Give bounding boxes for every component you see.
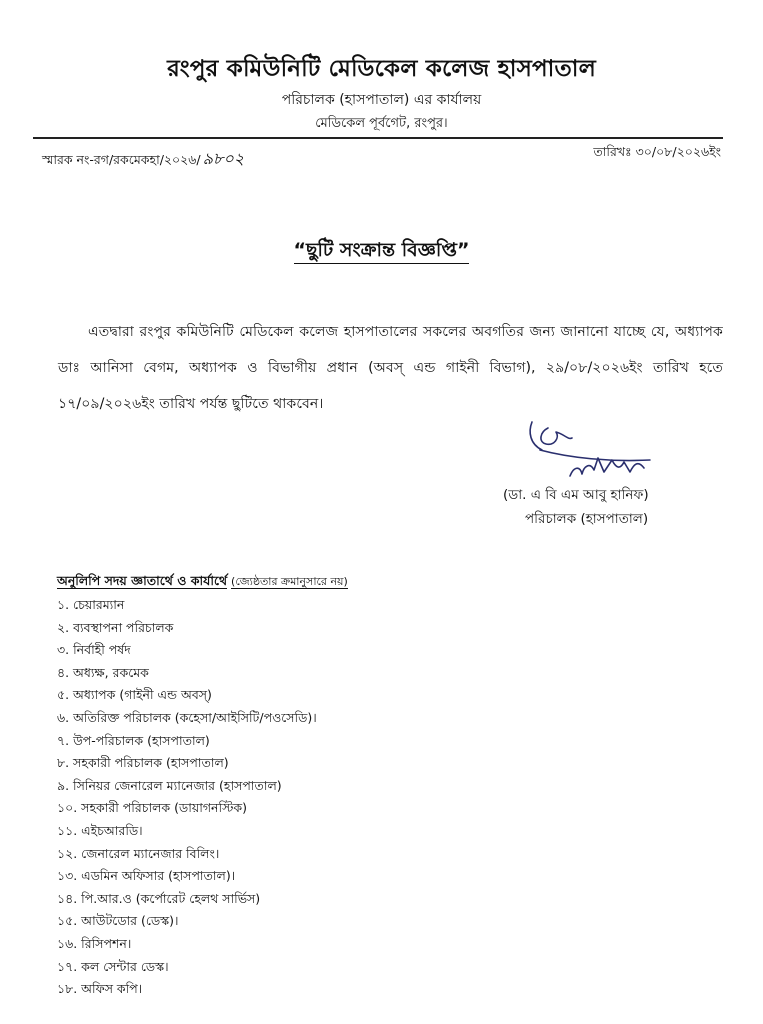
- notice-body-text: এতদ্বারা রংপুর কমিউনিটি মেডিকেল কলেজ হাসপাতালের সকলের অবগতির জন্য জানানো যাচ্ছে যে, অধ্যাপক ডাঃ আনিসা বেগম, অধ্যাপক ও বিভাগীয় প্রধান (অবস্ এন্ড গাইনী বিভাগ), ২৯/০৮/২০২৬ইং তারিখ হতে ১৭/০৯/২০২৬ইং তারিখ পর্যন্ত ছুটিতে থাকবেন।: [58, 324, 723, 412]
- cc-list-item: ৫. অধ্যাপক (গাইনী এন্ড অবস্): [57, 687, 212, 703]
- signature-stroke: [530, 422, 542, 450]
- cc-list-item: ১১. এইচআরডি।: [57, 822, 143, 838]
- notice-subject: [0, 236, 763, 268]
- cc-list-item: ৭. উপ-পরিচালক (হাসপাতাল): [57, 732, 210, 748]
- cc-list-item: ১৫. আউটডোর (ডেস্ক)।: [57, 913, 179, 929]
- memo-number: ৯৮০২: [202, 149, 245, 168]
- cc-list-item: ৬. অতিরিক্ত পরিচালক (কহেসা/আইসিটি/পওসেডি)।: [57, 709, 317, 725]
- notice-body: [58, 314, 723, 422]
- cc-heading: [57, 573, 348, 593]
- cc-list-item: ১৮. অফিস কপি।: [57, 981, 143, 997]
- cc-list-item: ৪. অধ্যক্ষ, রকমেক: [57, 664, 149, 680]
- cc-list-item: ১. চেয়ারম্যান: [57, 597, 125, 612]
- cc-heading-note: (জ্যেষ্ঠতার ক্রমানুসারে নয়): [231, 575, 348, 588]
- notice-subject-text: “ছুটি সংক্রান্ত বিজ্ঞপ্তি”: [294, 239, 470, 264]
- cc-list-item: ১৬. রিসিপশন।: [57, 935, 132, 951]
- cc-list-item: ৮. সহকারী পরিচালক (হাসপাতাল): [57, 755, 229, 771]
- notice-date: তারিখঃ ৩০/০৮/২০২৬ইং: [593, 144, 721, 159]
- office-name: পরিচালক (হাসপাতাল) এর কার্যালয়: [281, 92, 482, 108]
- signature-stroke: [540, 450, 650, 461]
- memo-prefix: স্মারক নং-রগ/রকমেকহা/২০২৬/: [42, 152, 201, 167]
- memo-reference: [42, 146, 244, 173]
- cc-list: [57, 594, 317, 1001]
- signatory-title: পরিচালক (হাসপাতাল): [525, 511, 649, 527]
- cc-list-item: ১০. সহকারী পরিচালক (ডায়াগনস্টিক): [57, 800, 248, 816]
- handwritten-signature: [520, 410, 690, 490]
- signatory-name: (ডা. এ বি এম আবু হানিফ): [503, 487, 649, 503]
- header-divider: [33, 137, 723, 139]
- cc-list-item: ১২. জেনারেল ম্যানেজার বিলিং।: [57, 845, 220, 861]
- cc-list-item: ১৭. কল সেন্টার ডেস্ক।: [57, 958, 169, 974]
- cc-list-item: ৯. সিনিয়র জেনারেল ম্যানেজার (হাসপাতাল): [57, 777, 282, 793]
- organization-name: রংপুর কমিউনিটি মেডিকেল কলেজ হাসপাতাল: [167, 56, 596, 82]
- cc-list-item: ৩. নির্বাহী পর্ষদ: [57, 642, 131, 658]
- signature-stroke: [541, 428, 572, 444]
- cc-list-item: ১৪. পি.আর.ও (কর্পোরেট হেলথ সার্ভিস): [57, 890, 261, 906]
- cc-list-item: ১৩. এডমিন অফিসার (হাসপাতাল)।: [57, 868, 236, 884]
- office-address: মেডিকেল পূর্বগেট, রংপুর।: [315, 116, 448, 131]
- cc-heading-text: অনুলিপি সদয় জ্ঞাতার্থে ও কার্যার্থে: [57, 573, 228, 588]
- cc-list-item: ২. ব্যবস্থাপনা পরিচালক: [57, 619, 174, 635]
